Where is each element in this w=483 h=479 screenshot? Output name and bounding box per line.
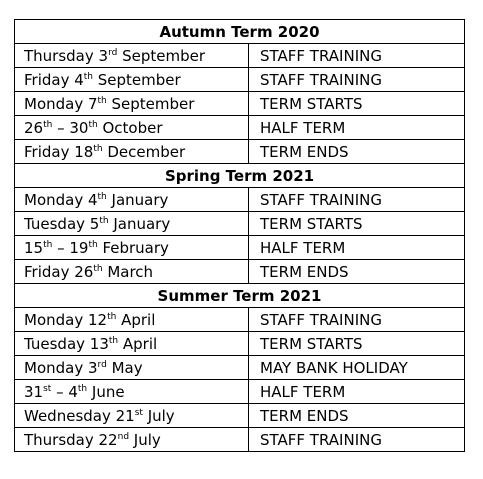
date-text: Monday 7 [24, 94, 98, 113]
date-ordinal-suffix: nd [117, 431, 130, 442]
event-cell: STAFF TRAINING [249, 308, 465, 332]
term-header-row [15, 284, 465, 308]
date-cell [15, 188, 249, 212]
date-cell [15, 332, 249, 356]
date-cell [15, 404, 249, 428]
event-cell: TERM ENDS [249, 260, 465, 284]
date-ordinal-suffix: th [97, 191, 107, 202]
date-ordinal-suffix: th [83, 71, 94, 82]
date-cell [15, 260, 249, 284]
event-cell: STAFF TRAINING [249, 428, 465, 452]
date-cell [15, 140, 249, 164]
table-row [15, 332, 465, 356]
event-cell: TERM ENDS [249, 404, 465, 428]
date-cell [15, 308, 249, 332]
event-cell: STAFF TRAINING [249, 68, 465, 92]
date-text: October [97, 118, 163, 137]
date-text: Friday 26 [24, 262, 94, 281]
date-ordinal-suffix: th [93, 143, 103, 154]
date-ordinal-suffix: th [97, 95, 107, 106]
date-text: January [106, 190, 169, 209]
table-row [15, 212, 465, 236]
term-dates-table [14, 19, 465, 452]
event-cell: MAY BANK HOLIDAY [249, 356, 465, 380]
date-ordinal-suffix: th [77, 383, 88, 394]
term-header-row [15, 20, 465, 44]
date-ordinal-suffix: th [43, 119, 53, 130]
date-text: Monday 4 [24, 190, 98, 209]
table-row [15, 140, 465, 164]
date-text: January [108, 214, 171, 233]
date-ordinal-suffix: th [93, 263, 103, 274]
date-cell [15, 380, 249, 404]
table-row [15, 68, 465, 92]
date-text: – 30 [52, 118, 89, 137]
table-row [15, 92, 465, 116]
date-text: Friday 4 [24, 70, 84, 89]
date-cell [15, 68, 249, 92]
event-cell: HALF TERM [249, 116, 465, 140]
table-row [15, 356, 465, 380]
event-cell: HALF TERM [249, 380, 465, 404]
event-cell: STAFF TRAINING [249, 188, 465, 212]
date-cell [15, 428, 249, 452]
date-text: Thursday 3 [24, 46, 109, 65]
date-cell [15, 212, 249, 236]
date-text: September [93, 70, 181, 89]
date-cell [15, 92, 249, 116]
term-title: Summer Term 2021 [15, 284, 465, 308]
term-dates-body [15, 20, 465, 452]
date-ordinal-suffix: th [99, 215, 109, 226]
date-ordinal-suffix: th [107, 311, 117, 322]
event-cell: TERM STARTS [249, 212, 465, 236]
date-text: April [118, 334, 158, 353]
date-text: July [129, 430, 161, 449]
date-cell [15, 116, 249, 140]
table-row [15, 44, 465, 68]
event-cell: TERM STARTS [249, 92, 465, 116]
date-text: April [116, 310, 156, 329]
term-header-row [15, 164, 465, 188]
table-row [15, 404, 465, 428]
date-text: Tuesday 5 [24, 214, 100, 233]
table-row [15, 380, 465, 404]
table-row [15, 428, 465, 452]
date-text: Tuesday 13 [24, 334, 109, 353]
event-cell: STAFF TRAINING [249, 44, 465, 68]
date-text: February [97, 238, 169, 257]
date-text: 31 [24, 382, 44, 401]
table-row [15, 116, 465, 140]
date-text: 15 [24, 238, 44, 257]
date-text: – 19 [52, 238, 89, 257]
date-text: 26 [24, 118, 44, 137]
date-text: July [142, 406, 175, 425]
date-text: Thursday 22 [24, 430, 118, 449]
date-text: Monday 12 [24, 310, 108, 329]
date-text: Friday 18 [24, 142, 94, 161]
date-cell [15, 236, 249, 260]
table-row [15, 188, 465, 212]
date-text: – 4 [51, 382, 78, 401]
date-ordinal-suffix: th [43, 239, 53, 250]
date-ordinal-suffix: rd [108, 47, 118, 58]
date-text: May [106, 358, 143, 377]
event-cell: HALF TERM [249, 236, 465, 260]
date-text: September [106, 94, 195, 113]
date-ordinal-suffix: th [88, 239, 98, 250]
date-text: March [102, 262, 154, 281]
term-title: Spring Term 2021 [15, 164, 465, 188]
date-text: Wednesday 21 [24, 406, 135, 425]
term-title: Autumn Term 2020 [15, 20, 465, 44]
date-text: September [117, 46, 206, 65]
date-ordinal-suffix: st [43, 383, 52, 394]
event-cell: TERM ENDS [249, 140, 465, 164]
date-text: December [102, 142, 186, 161]
date-ordinal-suffix: rd [97, 359, 107, 370]
date-cell [15, 356, 249, 380]
table-row [15, 308, 465, 332]
table-row [15, 260, 465, 284]
date-text: Monday 3 [24, 358, 98, 377]
date-ordinal-suffix: th [108, 335, 119, 346]
date-cell [15, 44, 249, 68]
date-text: June [87, 382, 125, 401]
table-row [15, 236, 465, 260]
event-cell: TERM STARTS [249, 332, 465, 356]
date-ordinal-suffix: st [134, 407, 143, 418]
date-ordinal-suffix: th [88, 119, 98, 130]
